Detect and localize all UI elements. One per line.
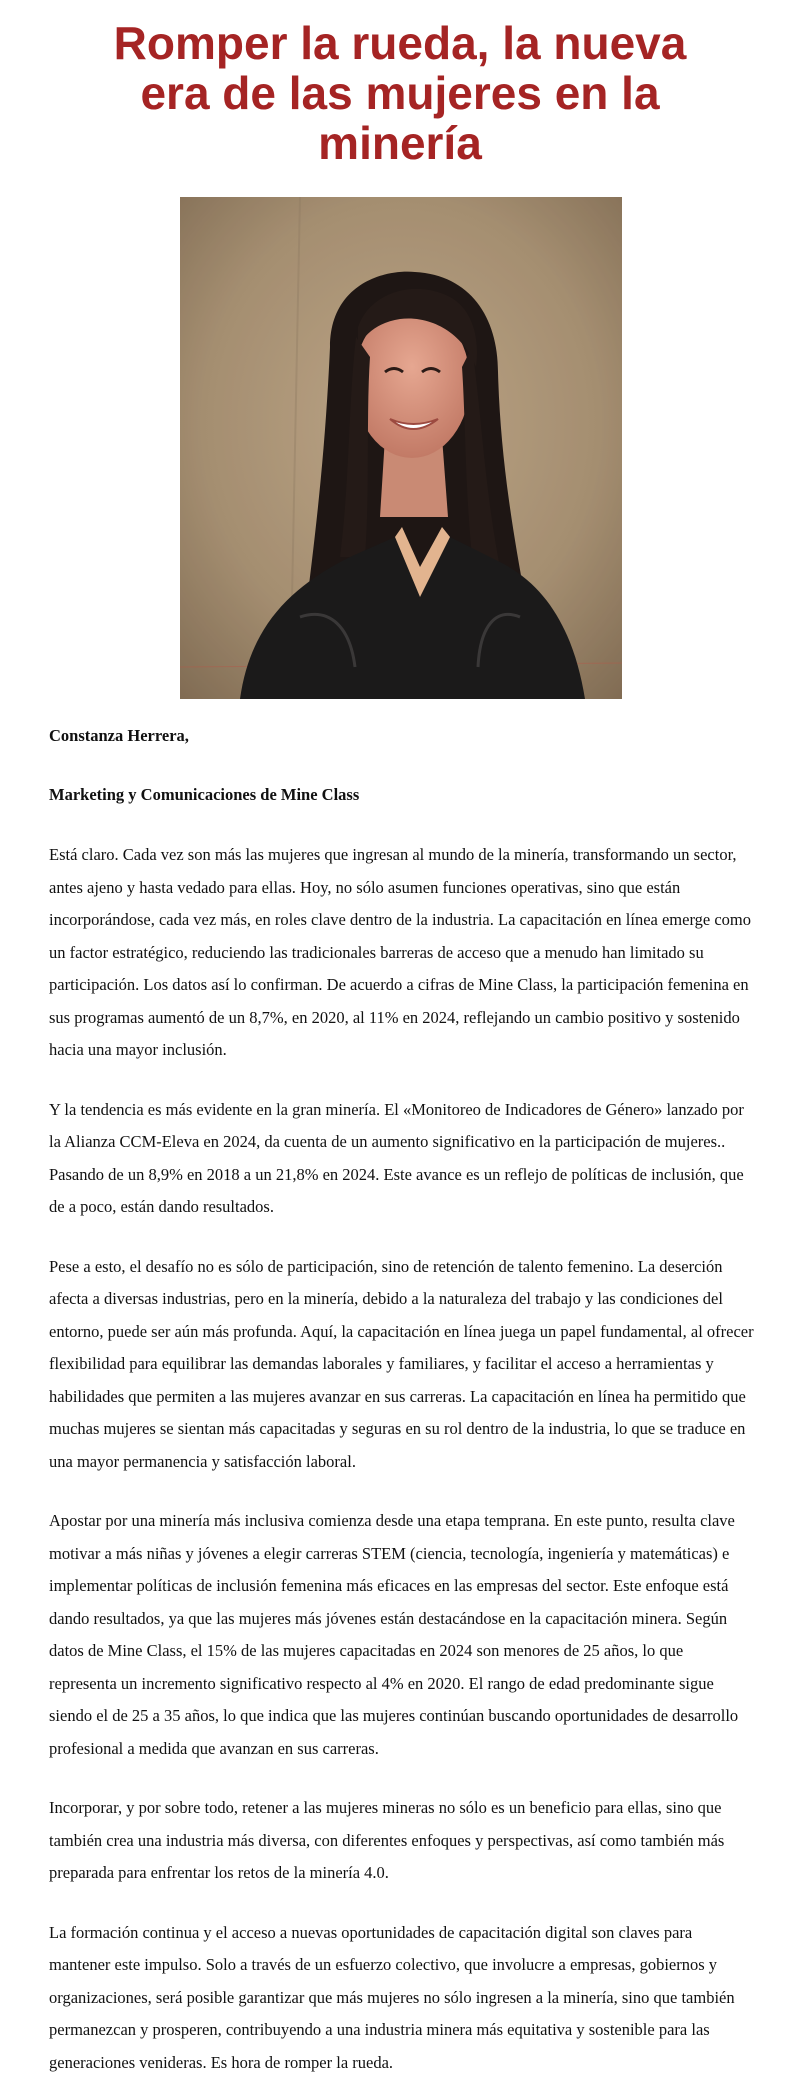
- paragraph-2: Y la tendencia es más evidente en la gran minería. El «Monitoreo de Indicadores de Género» lanzado por la Alianza CCM-Eleva en 2024, da cuenta de un aumento significativo en la participación de mujeres.. Pasando de un 8,9% en 2018 a un 21,8% en 2024. Este avance es un reflejo de políticas de inclusión, que de a poco, están dando resultados.: [49, 1099, 744, 1216]
- article-body: [49, 726, 754, 2079]
- author-role: Marketing y Comunicaciones de Mine Class: [49, 785, 360, 804]
- paragraph-5: Incorporar, y por sobre todo, retener a las mujeres mineras no sólo es un beneficio para ellas, sino que también crea una industria más diversa, con diferentes enfoques y perspectivas, así como también más preparada para enfrentar los retos de la minería 4.0.: [49, 1798, 725, 1882]
- article-title: Romper la rueda, la nueva era de las mujeres en la minería: [113, 17, 687, 169]
- author-photo: [180, 197, 622, 699]
- paragraph-4: Apostar por una minería más inclusiva comienza desde una etapa temprana. En este punto, resulta clave motivar a más niñas y jóvenes a elegir carreras STEM (ciencia, tecnología, ingeniería y matemáticas) e implementar políticas de inclusión femenina más eficaces en las empresas del sector. Este enfoque está dando resultados, ya que las mujeres más jóvenes están destacándose en la capacitación minera. Según datos de Mine Class, el 15% de las mujeres capacitadas en 2024 son menores de 25 años, lo que representa un incremento significativo respecto al 4% en 2020. El rango de edad predominante sigue siendo el de 25 a 35 años, lo que indica que las mujeres continúan buscando oportunidades de desarrollo profesional a medida que avanzan en sus carreras.: [49, 1511, 739, 1758]
- paragraph-1: Está claro. Cada vez son más las mujeres que ingresan al mundo de la minería, transformando un sector, antes ajeno y hasta vedado para ellas. Hoy, no sólo asumen funciones operativas, sino que están incorporándose, cada vez más, en roles clave dentro de la industria. La capacitación en línea emerge como un factor estratégico, reduciendo las tradicionales barreras de acceso que a menudo han limitado su participación. Los datos así lo confirman. De acuerdo a cifras de Mine Class, la participación femenina en sus programas aumentó de un 8,7%, en 2020, al 11% en 2024, reflejando un cambio positivo y sostenido hacia una mayor inclusión.: [49, 845, 752, 1059]
- paragraph-6: La formación continua y el acceso a nuevas oportunidades de capacitación digital son claves para mantener este impulso. Solo a través de un esfuerzo colectivo, que involucre a empresas, gobiernos y organizaciones, será posible garantizar que más mujeres no sólo ingresen a la minería, sino que también permanezcan y prosperen, contribuyendo a una industria minera más equitativa y sostenible para las generaciones venideras. Es hora de romper la rueda.: [49, 1922, 735, 2072]
- paragraph-3: Pese a esto, el desafío no es sólo de participación, sino de retención de talento femenino. La deserción afecta a diversas industrias, pero en la minería, debido a la naturaleza del trabajo y las condiciones del entorno, puede ser aún más profunda. Aquí, la capacitación en línea juega un papel fundamental, al ofrecer flexibilidad para equilibrar las demandas laborales y familiares, y facilitar el acceso a herramientas y habilidades que permiten a las mujeres avanzar en sus carreras. La capacitación en línea ha permitido que muchas mujeres se sientan más capacitadas y seguras en su rol dentro de la industria, lo que se traduce en una mayor permanencia y satisfacción laboral.: [49, 1256, 754, 1471]
- author-name: Constanza Herrera,: [49, 726, 189, 745]
